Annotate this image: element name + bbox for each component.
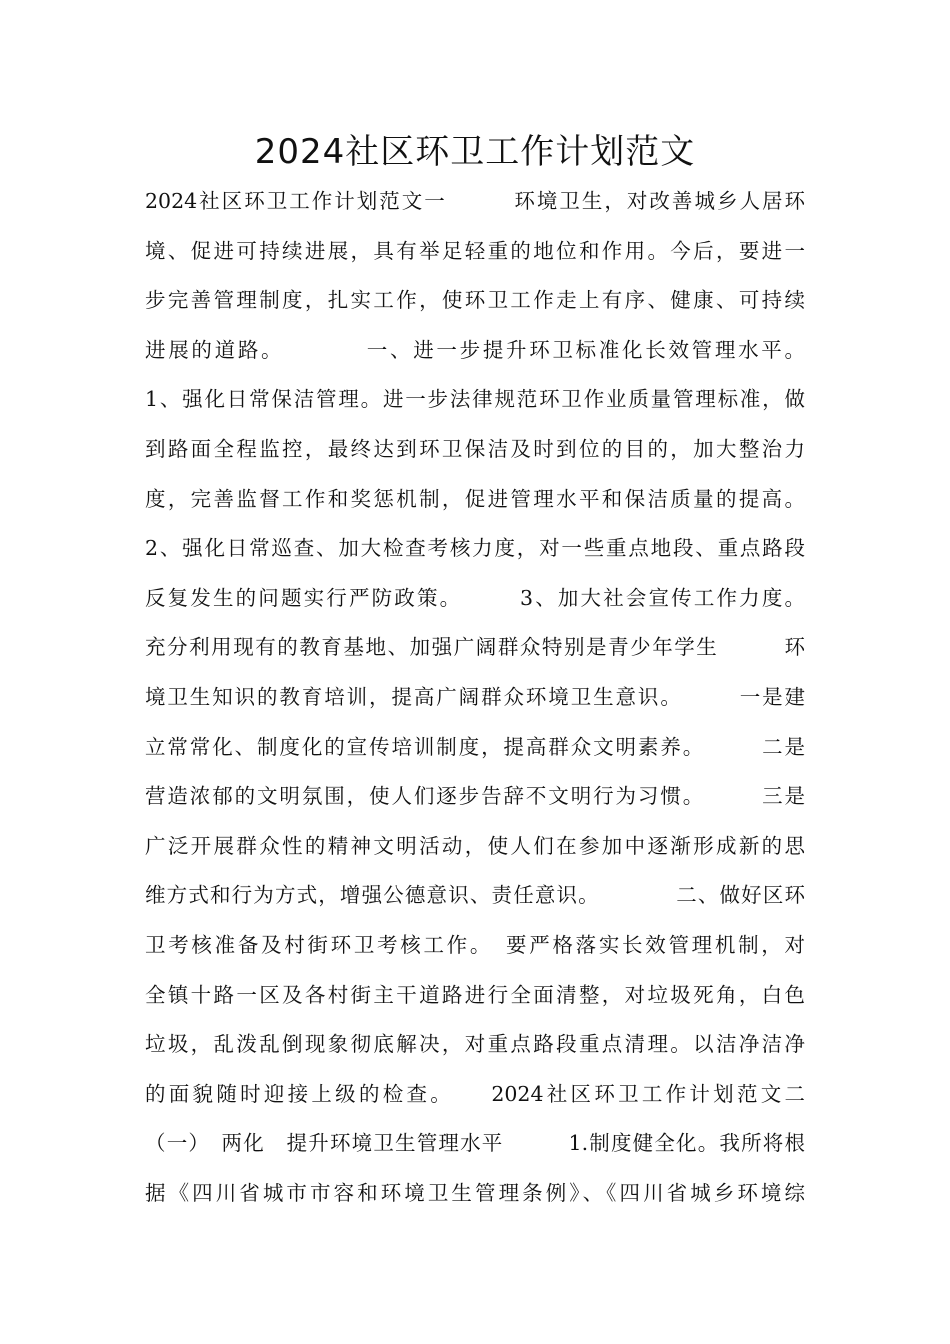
text-line: （一） 两化 提升环境卫生管理水平 1.制度健全化。我所将根 xyxy=(145,1131,805,1156)
document-body xyxy=(145,177,805,1218)
text-line: 全镇十路一区及各村街主干道路进行全面清整，对垃圾死角，白色 xyxy=(145,982,805,1007)
text-line: 境卫生知识的教育培训，提高广阔群众环境卫生意识。 一是建 xyxy=(145,684,805,709)
text-line: 2024社区环卫工作计划范文一 环境卫生，对改善城乡人居环 xyxy=(145,189,805,213)
text-line: 的面貌随时迎接上级的检查。 2024社区环卫工作计划范文二 xyxy=(145,1081,805,1106)
text-line: 度，完善监督工作和奖惩机制，促进管理水平和保洁质量的提高。 xyxy=(145,486,805,511)
text-line: 1、强化日常保洁管理。进一步法律规范环卫作业质量管理标准，做 xyxy=(145,387,805,412)
text-line: 充分利用现有的教育基地、加强广阔群众特别是青少年学生 环 xyxy=(145,635,805,660)
text-line: 步完善管理制度，扎实工作，使环卫工作走上有序、健康、可持续 xyxy=(145,288,805,313)
text-line: 营造浓郁的文明氛围，使人们逐步告辞不文明行为习惯。 三是 xyxy=(145,784,805,809)
text-line: 广泛开展群众性的精神文明活动，使人们在参加中逐渐形成新的思 xyxy=(145,833,805,858)
text-line: 境、促进可持续进展，具有举足轻重的地位和作用。今后，要进一 xyxy=(145,238,805,263)
document-title: 2024社区环卫工作计划范文 xyxy=(254,132,696,172)
text-line: 卫考核准备及村街环卫考核工作。 要严格落实长效管理机制，对 xyxy=(145,932,805,957)
text-line: 据《四川省城市市容和环境卫生管理条例》、《四川省城乡环境综 xyxy=(145,1180,805,1205)
text-line: 2、强化日常巡查、加大检查考核力度，对一些重点地段、重点路段 xyxy=(145,536,805,561)
text-line: 到路面全程监控，最终达到环卫保洁及时到位的目的，加大整治力 xyxy=(145,436,805,461)
text-line: 反复发生的问题实行严防政策。 3、加大社会宣传工作力度。 xyxy=(145,585,805,610)
text-line: 垃圾，乱泼乱倒现象彻底解决，对重点路段重点清理。以洁净洁净 xyxy=(145,1032,805,1057)
text-line: 维方式和行为方式，增强公德意识、责任意识。 二、做好区环 xyxy=(145,883,805,908)
text-line: 立常常化、制度化的宣传培训制度，提高群众文明素养。 二是 xyxy=(145,734,805,759)
text-line: 进展的道路。 一、进一步提升环卫标准化长效管理水平。 xyxy=(145,337,805,362)
